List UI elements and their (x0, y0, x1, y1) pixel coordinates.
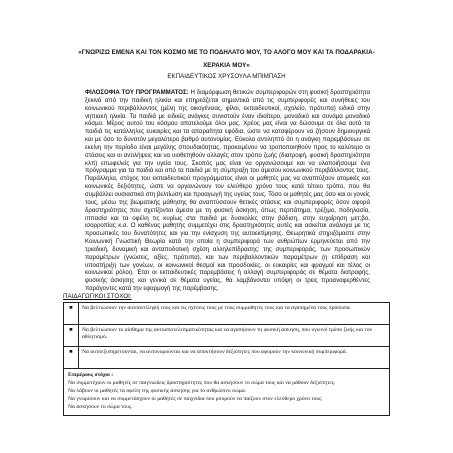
philosophy-label: ΦΙΛΟΣΟΦΙΑ ΤΟΥ ΠΡΟΓΡΑΜΜΑΤΟΣ: (85, 89, 189, 96)
title-line-2: ΧΕΡΑΚΙΑ ΜΟΥ» (203, 62, 250, 69)
author-line: ΕΚΠΑΙΔΕΥΤΙΚΟΣ ΧΡΥΣΟΥΛΑ ΜΠΙΜΠΑΣΗ (167, 73, 286, 80)
secondary-objectives-cell (64, 369, 390, 416)
objectives-heading: ΠΑΙΔΑΓΩΓΙΚΟΙ ΣΤΟΧΟΙ: (63, 293, 132, 300)
bullet-icon: ■ (64, 325, 79, 347)
objective-text: Να βελτιώσουν την αυτοαντίληψή τους και τις σχέσεις τους με τους συμμαθητές τους και τα αγαπημένα τους πρόσωπα. (79, 303, 390, 325)
secondary-label: Επιμέρους στόχοι : (68, 372, 114, 378)
title-line-1: «ΓΝΩΡΙΖΩ ΕΜΕΝΑ ΚΑΙ ΤΟΝ ΚΟΣΜΟ ΜΕ ΤΟ ΠΟΔΗΛΑΤΟ ΜΟΥ, ΤΟ ΑΛΟΓΟ ΜΟΥ ΚΑΙ ΤΑ ΠΟΔΑΡΑΚΙΑ- (78, 49, 375, 56)
philosophy-paragraph (85, 89, 370, 293)
secondary-objectives-row (64, 369, 390, 416)
bullet-icon: ■ (64, 303, 79, 325)
objectives-table (63, 302, 390, 416)
objective-row (64, 347, 390, 369)
objective-text: Να αυτοεξυπηρετούνται, να αυτονομούνται και να αποκτήσουν δεξιότητες που αφορούν την κοινωνική συμπεριφορά. (79, 347, 390, 369)
objective-row (64, 325, 390, 347)
document-title (18, 46, 435, 72)
philosophy-text: Η διαμόρφωση θετικών συμπεριφορών στη φυσική δραστηριότητα ξεκινά από την παιδική ηλικία και επηρεάζεται σημαντικά από τις συμπεριφορές και συνήθειες του κοινωνικού περιβάλλοντος (μέλη της οικογένειας, φίλοι, εκπαιδευτικοί, σχολείο, πρότυπα) ειδικά στην νηπιακή ηλικία. Τα παιδιά με ειδικές ανάγκες συνιστούν έναν ιδιαίτερο, μοναδικό και συνάμα μοναδικό κόσμο. Μέρος αυτού του κόσμου αποτελούμε όλοι μας. Χρέος μας είναι να δώσουμε σε όλα αυτά τα παιδιά τις κατάλληλες ευκαιρίες και τα απαραίτητα εφόδια, ώστε να καταφέρουν να ζήσουν δημιουργικά και με όσο το δυνατόν μεγαλύτερο βαθμό αυτονομίας. Εύκολα αντιληπτό ότι η ανάγκη παρεμβάσεων σε εκείνη την περίοδο είναι μεγάλης σπουδαιότητας, προκειμένου να τροποποιηθούν προς το καλύτερο οι στάσεις και οι αντιλήψεις και να υιοθετηθούν αλλαγές στον τρόπο ζωής (διατροφή, φυσική δραστηριότητα κλπ) επωφελείς για την υγεία τους. Σκοπός μας είναι να οργανώσουμε και να υλοποιήσουμε ένα πρόγραμμα για τα παιδιά και από τα παιδιά με τη σύμπραξη του άμεσου κοινωνικού περιβάλλοντος τους. Παράλληλα, στόχος του εκπαιδευτικού προγράμματος είναι οι μαθητές μας να αναπτύξουν ατομικές και κοινωνικές δεξιότητες, ώστε να οργανώνουν τον ελεύθερο χρόνο τους κατά τέτοιο τρόπο, που θα συμβάλλει ουσιαστικά στη βελτίωση και προαγωγή της υγείας τους. Τόσο οι μαθητές μας όσο και οι γονείς τους, μέσω της βιωματικής μάθησης θα αναπτύσσουν θετικές στάσεις και συμπεριφορές όσον αφορά δραστηριότητες που σχετίζονται άμεσα με τη φυσική άσκηση, όπως περπάτημα, τρέξιμο, ποδηλασία, ιππασία και τα οφέλη τις κυρίως στα παιδιά με δυσκολίες στην βάδιση, στην ευχαίρηση μετ;βο, ισορροπίας κ.α. Ο καθένας μαθητής συμμετέχει στις δραστηριότητες αυτές και ασκείται ανάλογα με τις προσωπικές του δυνατότητες και για την ενίσχυση της αυτοεκτίμησης. Θεωρητικά στηριζόμαστε στην Κοινωνική Γνωστική Θεωρία κατά την οποία η συμπεριφορά των ανθρώπων ερμηνεύεται από την τριαδική, δυναμική και ανταποδοτική σχέση αλληλεπίδρασης: της συμπεριφοράς, των προσωπικών παραμέτρων (γνώσεις, αξίες, πρότυπα), και των περιβαλλοντικών παραμέτρων (η επίδραση και υποστήριξη των γονέων, οι κοινωνικοί θεσμοί και προσδοκίες, οι ευκαιρίες και φραγμοί και τέλος οι κοινωνικοί ρόλοι). Έτσι οι εκπαιδευτικές παρεμβάσεις ή αλλαγή συμπεριφοράς σε θέματα διατροφής, φυσικής άσκησης και γενικά σε θέματα υγείας, θα λαμβάνονται υπόψη οι τρεις προαναφερθέντες παράγοντες κατά την εφαρμογή της παρέμβασης. (85, 89, 371, 293)
secondary-item: Να συμμετέχουν οι μαθητές σε παιγνιώδεις δραστηριότητες που θα ασκήσουν το σώμα τους και να μάθουν δεξιότητες. (68, 380, 336, 387)
secondary-item: Να ασκήσουν το σώμα τους. (68, 404, 133, 411)
objective-text: Να βελτιώσουν το αίσθημα της αυτοαποτελεσματικότητας και να αγαπήσουν τη φυσική άσκηση, που υγιεινό τρόπο ζωής και τον αθλητισμό. (79, 325, 390, 347)
secondary-item: Να γνωρίσουν και να συμμετάσχουν οι μαθητές σε παιχνίδια που μπορούν να παίζουν στον ελεύθερο χρόνο τους. (68, 396, 323, 403)
objective-row (64, 303, 390, 325)
secondary-item: Να λάβουν οι μαθητές τα οφέλη της φυσικής άσκησης για το ανθρώπινο σώμα. (68, 388, 247, 395)
bullet-icon: ■ (64, 347, 79, 369)
